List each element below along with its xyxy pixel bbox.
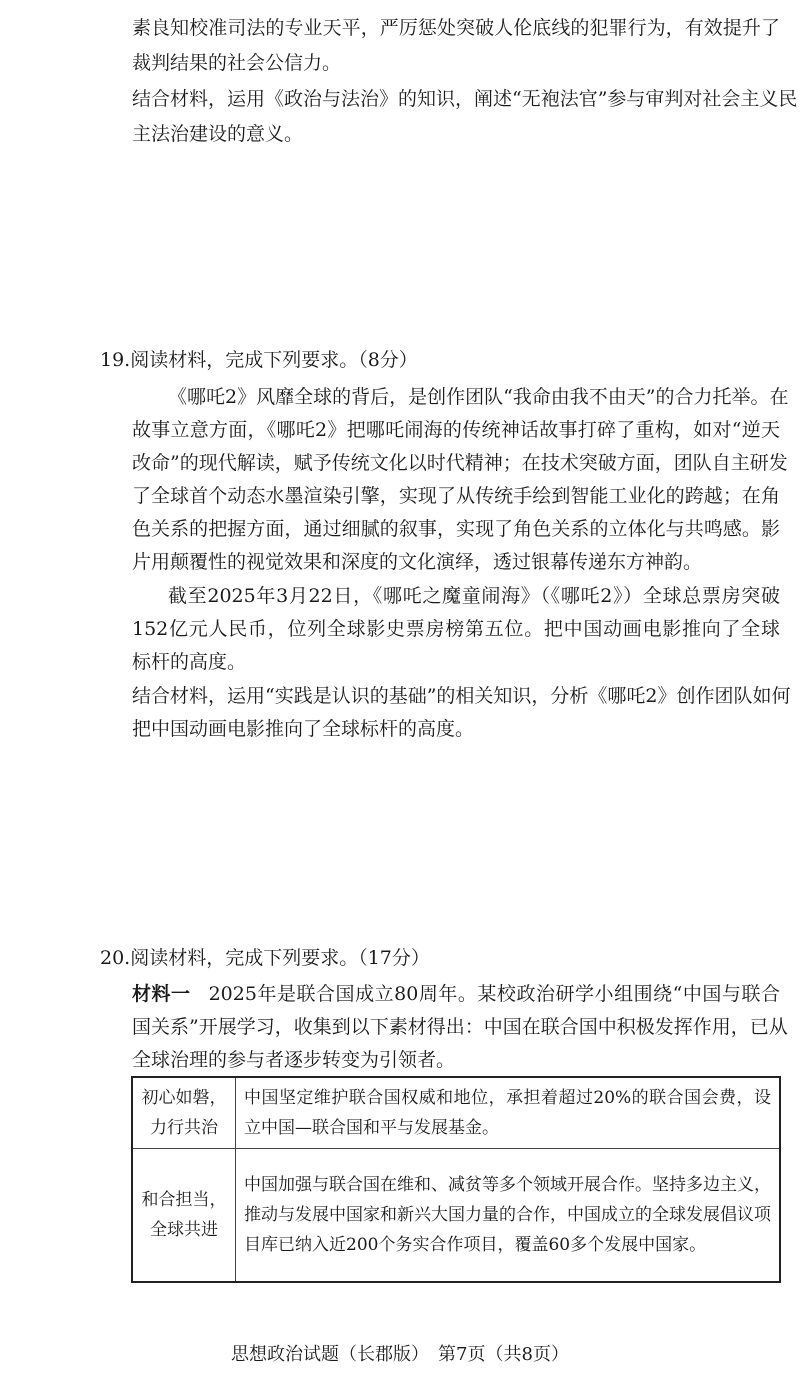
- text-line: 裁判结果的社会公信力。: [132, 52, 342, 74]
- label-line: 和合担当，: [141, 1190, 227, 1210]
- label-line: 力行共治: [150, 1118, 218, 1138]
- text-line: 素良知校准司法的专业天平，严厉惩处突破人伦底线的犯罪行为，有效提升了: [132, 17, 780, 39]
- question-prompt: 把中国动画电影推向了全球标杆的高度。: [132, 718, 475, 740]
- text-line: 故事立意方面，《哪吒2》把哪吒闹海的传统神话故事打碎了重构，如对“逆天: [132, 419, 780, 441]
- table-row: [132, 1149, 780, 1283]
- label-line: 全球共进: [150, 1220, 218, 1240]
- table-content-cell: 中国坚定维护联合国权威和地位，承担着超过20%的联合国会费，设立中国—联合国和平与发展基金。: [236, 1077, 781, 1149]
- text-line: 改命”的现代解读，赋予传统文化以时代精神；在技术突破方面，团队自主研发: [132, 452, 788, 474]
- text-line: 了全球首个动态水墨渲染引擎，实现了从传统手绘到智能工业化的跨越；在角: [132, 485, 780, 507]
- text-line: 色关系的把握方面，通过细腻的叙事，实现了角色关系的立体化与共鸣感。影: [132, 518, 780, 540]
- table-label-cell: [132, 1077, 236, 1149]
- text-line: 片用颠覆性的视觉效果和深度的文化演绎，透过银幕传递东方神韵。: [132, 551, 703, 573]
- question-prompt: 结合材料，运用“实践是认识的基础”的相关知识，分析《哪吒2》创作团队如何: [132, 685, 791, 707]
- question-20-heading: 20.阅读材料，完成下列要求。（17分）: [100, 947, 430, 969]
- text-line: 标杆的高度。: [132, 651, 247, 673]
- text-line: 152亿元人民币，位列全球影史票房榜第五位。把中国动画电影推向了全球: [132, 618, 780, 640]
- material-line: 全球治理的参与者逐步转变为引领者。: [132, 1049, 456, 1071]
- question-prompt: 结合材料，运用《政治与法治》的知识，阐述“无袍法官”参与审判对社会主义民: [132, 88, 798, 110]
- label-line: 初心如磐，: [141, 1088, 227, 1108]
- page-footer: 思想政治试题（长郡版） 第7页（共8页）: [231, 1344, 569, 1365]
- question-19-heading: 19.阅读材料，完成下列要求。（8分）: [100, 349, 418, 371]
- material-line: 国关系”开展学习，收集到以下素材得出：中国在联合国中积极发挥作用，已从: [132, 1016, 788, 1038]
- text-line: 截至2025年3月22日，《哪吒之魔童闹海》（《哪吒2》）全球总票房突破: [168, 585, 780, 607]
- text-line: 《哪吒2》风靡全球的背后，是创作团队“我命由我不由天”的合力托举。在: [168, 386, 789, 408]
- material-label: 材料一: [132, 983, 191, 1005]
- material-line: [132, 982, 780, 1006]
- material-table: [131, 1076, 781, 1283]
- question-prompt: 主法治建设的意义。: [132, 123, 304, 145]
- table-label-cell: [132, 1149, 236, 1283]
- table-content-cell: 中国加强与联合国在维和、减贫等多个领域开展合作。坚持多边主义，推动与发展中国家和新兴大国力量的合作，中国成立的全球发展倡议项目库已纳入近200个务实合作项目，覆盖60多个发展中国家。: [236, 1149, 781, 1283]
- table-row: [132, 1077, 780, 1149]
- material-text: 2025年是联合国成立80周年。某校政治研学小组围绕“中国与联合: [208, 983, 780, 1005]
